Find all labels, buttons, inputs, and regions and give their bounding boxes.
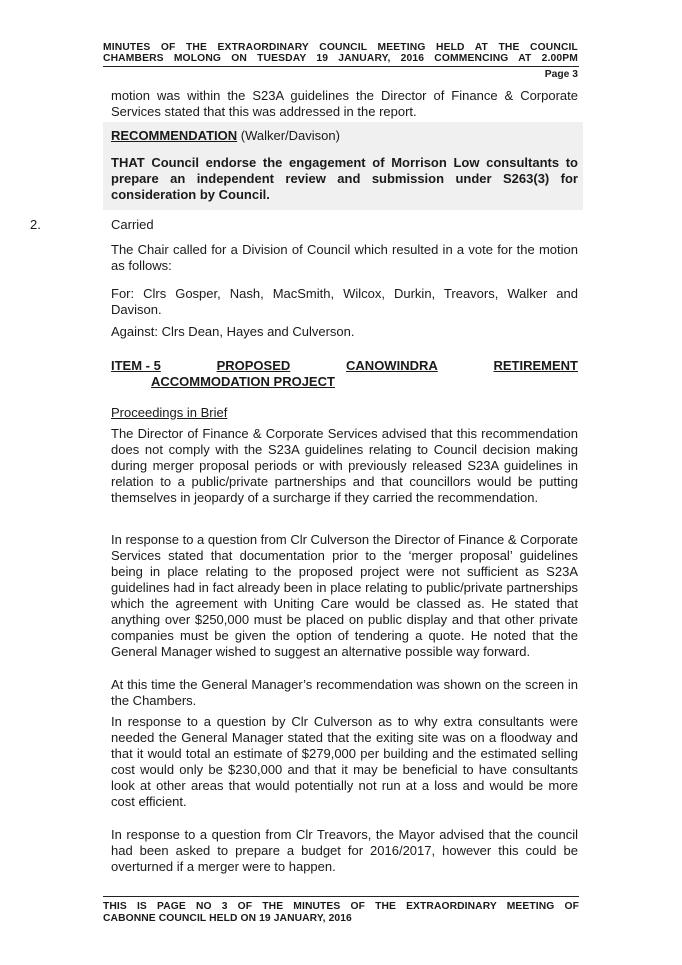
against-votes: Against: Clrs Dean, Hayes and Culverson. bbox=[111, 324, 355, 339]
recommendation-text: THAT Council endorse the engagement of Morrison Low consultants to prepare an independent review and submission under S263(3) for consideration by Council. bbox=[111, 155, 578, 202]
header-line-2: CHAMBERS MOLONG ON TUESDAY 19 JANUARY, 2016 COMMENCING AT 2.00PM bbox=[103, 53, 578, 64]
item-word-retirement: RETIREMENT bbox=[493, 358, 578, 373]
continued-paragraph: motion was within the S23A guidelines the Director of Finance & Corporate Services stated that this was addressed in the report. bbox=[111, 88, 578, 119]
proceedings-heading: Proceedings in Brief bbox=[111, 405, 228, 420]
recommendation-label: RECOMMENDATION bbox=[111, 128, 238, 143]
footer-line-1: THIS IS PAGE NO 3 OF THE MINUTES OF THE EXTRAORDINARY MEETING OF bbox=[103, 901, 579, 912]
item-word-proposed: PROPOSED bbox=[216, 358, 291, 373]
division-text: The Chair called for a Division of Council which resulted in a vote for the motion as follows: bbox=[111, 242, 578, 273]
page-number: Page 3 bbox=[544, 69, 578, 80]
paragraph-1: The Director of Finance & Corporate Services advised that this recommendation does not comply with the S23A guidelines relating to Council decision making during merger proposal periods or with previously released S23A guidelines in relation to a public/private partnerships and that councillors would be putting themselves in jeopardy of a surcharge if they carried the recommendation. bbox=[111, 426, 578, 505]
header-line-1: MINUTES OF THE EXTRAORDINARY COUNCIL MEETING HELD AT THE COUNCIL bbox=[103, 42, 578, 53]
resolution-number: 2. bbox=[30, 217, 41, 232]
for-votes: For: Clrs Gosper, Nash, MacSmith, Wilcox, Durkin, Treavors, Walker and Davison. bbox=[111, 286, 578, 317]
item-heading-line-2: ACCOMMODATION PROJECT bbox=[151, 374, 335, 389]
recommendation-heading bbox=[111, 128, 340, 144]
paragraph-4: In response to a question by Clr Culverson as to why extra consultants were needed the General Manager stated that the exiting site was on a floodway and that it would total an estimate of $279,000 per building and the estimated selling cost would only be $230,000 and that it may be beneficial to have consultants look at other areas that would potentially not run at a loss and would be more cost efficient. bbox=[111, 714, 578, 809]
footer-line-2: CABONNE COUNCIL HELD ON 19 JANUARY, 2016 bbox=[103, 913, 352, 924]
footer-divider bbox=[103, 896, 579, 897]
paragraph-3: At this time the General Manager’s recommendation was shown on the screen in the Chambers. bbox=[111, 677, 578, 708]
carried-text: Carried bbox=[111, 217, 154, 232]
header-divider bbox=[103, 66, 579, 67]
item-word-canowindra: CANOWINDRA bbox=[346, 358, 438, 373]
item-heading bbox=[111, 358, 578, 374]
item-number: ITEM - 5 bbox=[111, 358, 161, 373]
recommendation-movers: (Walker/Davison) bbox=[240, 128, 340, 143]
paragraph-2: In response to a question from Clr Culverson the Director of Finance & Corporate Services stated that documentation prior to the ‘merger proposal’ guidelines being in place relating to the proposed project were not sufficient as S23A guidelines had in fact already been in place relating to public/private partnerships which the agreement with Uniting Care would be classed as. He stated that anything over $250,000 must be placed on public display and that other private companies must be given the option of tendering a quote. He noted that the General Manager wished to suggest an alternative possible way forward. bbox=[111, 532, 578, 659]
paragraph-5: In response to a question from Clr Treavors, the Mayor advised that the council had been asked to prepare a budget for 2016/2017, however this could be overturned if a merger were to happen. bbox=[111, 827, 578, 874]
